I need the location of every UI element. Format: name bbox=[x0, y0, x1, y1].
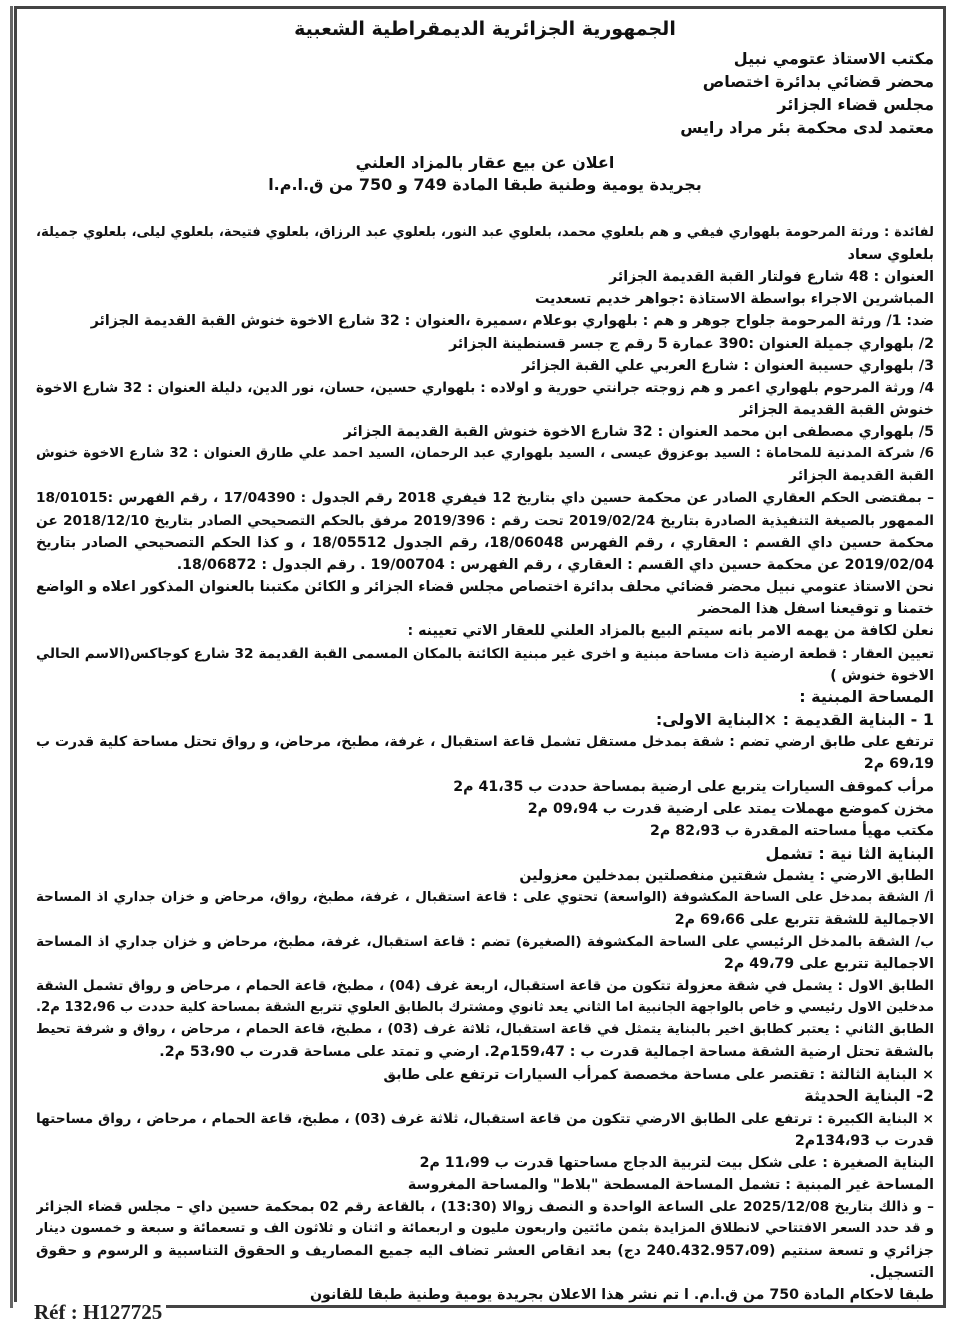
body-line: 3/ بلهواري حسيبة العنوان : شارع العربي علي القبة الجزائر bbox=[521, 358, 934, 374]
body-line: المساحة غير المبنية : تشمل المساحة المسطحة "بلاط" والمساحة المغروسة bbox=[407, 1177, 934, 1193]
body-line: طبقا لاحكام المادة 750 من ق.ا.م. ا تم نشر هذا الاعلان بجريدة يومية وطنية طبقا للقانون bbox=[309, 1287, 934, 1303]
body-line: خنوش القبة القديمة الجزائر bbox=[739, 402, 934, 418]
section-heading: المساحة المبنية : bbox=[799, 687, 934, 706]
republic-title: الجمهورية الجزائرية الديمقراطية الشعبية bbox=[294, 18, 676, 40]
body-line: 2/ بلهواري جميلة العنوان :390 عمارة 5 رقم ج جسر قسنطينة الجزائر bbox=[449, 336, 934, 352]
office-line: محضر قضائي بدائرة اختصاص bbox=[702, 72, 934, 91]
body-line: التسجيل. bbox=[869, 1265, 934, 1281]
body-line: ترتفع على طابق ارضي تضم : شقة بمدخل مستقل تشمل قاعة استقبال ، غرفة، مطبخ، مرحاض، و رواق تحتل مساحة كلية قدرت ب bbox=[36, 734, 934, 750]
body-line: بالشقة تحتل ارضية الشقة مساحة اجمالية قدرت ب : 159،47م2. ارضي و تمتد على مساحة قدرت ب 53،90 م2. bbox=[159, 1044, 934, 1060]
body-line: مرأب كموقف السيارات يتربع على ارضية بمساحة حددت ب 41،35 م2 bbox=[453, 779, 934, 795]
announcement-subtitle: بجريدة يومية وطنية طبقا المادة 749 و 750 من ق.ا.م.ا bbox=[268, 175, 702, 194]
body-line: بلعلوي سعاد bbox=[847, 247, 934, 263]
announcement-title: اعلان عن بيع عقار بالمزاد العلني bbox=[355, 153, 615, 172]
body-line: نحن الاستاذ عتومي نبيل محضر قضائي محلف بدائرة اختصاص مجلس قضاء الجزائر و الكائن مكتبنا بالعنوان المذكور اعلاه و الواضع bbox=[36, 579, 934, 595]
body-line: – بمقتضى الحكم العقاري الصادر عن محكمة حسين داي بتاريخ 12 فيفري 2018 رقم الجدول : 17/04390 ، رقم الفهرس :18/01015 bbox=[36, 490, 934, 506]
body-line: مدخلين الاول رئيسي و خاص بالواجهة الجانبية اما الثاني يعد ثانوي ومشترك بالطابق العلوي تتربع الشقة بمساحة كلية حددت ب 132،96 م2. bbox=[36, 1000, 934, 1015]
body-line: ضد: 1/ ورثة المرحومة جلواح جوهر و هم : بلهواري بوعلام ،سميرة ،العنوان : 32 شارع الاخوة خنوش القبة القديمة الجزائر bbox=[90, 313, 934, 329]
body-line: 69،19 م2 bbox=[863, 756, 934, 772]
body-line: 4/ ورثة المرحوم بلهواري اعمر و هم زوجته جرانتي حورية و اولاده : بلهواري حسين، حسان، نور الدين، دليلة العنوان : 32 شارع الاخوة bbox=[36, 380, 934, 396]
body-line: مكتب مهيأ مساحته المقدرة ب 82،93 م2 bbox=[650, 823, 934, 839]
office-line: معتمد لدى محكمة بئر مراد رايس bbox=[680, 118, 934, 137]
body-line: الممهور بالصيغة التنفيذية الصادرة بتاريخ 2019/02/24 تحت رقم : 2019/396 مرفق بالحكم التصحيحي الصادر بتاريخ 2018/12/10 عن bbox=[36, 513, 934, 529]
body-line: أ/ الشقة بمدخل على الساحة المكشوفة (الواسعة) تحتوي على : قاعة استقبال ، غرفة، مطبخ، رواق، مرحاض و خزان جداري اذ المساحة bbox=[36, 890, 934, 905]
body-line: الاخوة خنوش ) bbox=[830, 668, 934, 684]
body-line: تعيين العقار : قطعة ارضية ذات مساحة مبنية و اخرى غير مبنية الكائنة بالمكان المسمى القبة القديمة 32 شارع كوجاكس(الاسم الحالي bbox=[36, 646, 934, 662]
body-line: الاجمالية للشقة تتربع على 69،66 م2 bbox=[674, 912, 934, 928]
body-line: 2019/02/04 عن محكمة حسين داي القسم : العقاري ، رقم الفهرس : 19/00704 . رقم الجدول : 18/06872. bbox=[176, 557, 934, 573]
office-line: مجلس قضاء الجزائر bbox=[777, 95, 934, 114]
office-line: مكتب الاستاذ عتومي نبيل bbox=[733, 49, 934, 68]
body-line: جزائري و تسعة سنتيم (240.432.957،09 دج) بعد انقاص العشر تضاف اليه جميع المصاريف و الحقوق التناسبية و الرسوم و حقوق bbox=[36, 1243, 934, 1259]
body-line: الطابق الثاني : يعتبر كطابق اخير بالبناية يتمثل في قاعة استقبال، ثلاثة غرف (03) ، مطبخ، قاعة الحمام ، مرحاض ، رواق و شرفة تحيط bbox=[36, 1022, 934, 1037]
body-line: مخزن كموضع مهملات يمتد على ارضية قدرت ب 09،94 م2 bbox=[527, 801, 934, 817]
body-line: 6/ شركة المدنية للمحاماة : السيد بوعزوق عيسى ، السيد بلهواري عبد الرحمان، السيد احمد علي طارق العنوان : 32 شارع الاخوة خنوش bbox=[36, 446, 934, 461]
body-line: المباشرين الاجراء بواسطة الاستاذة :جواهر خديم تسعديت bbox=[534, 291, 934, 307]
body-line: × البناية الكبيرة : ترتفع على الطابق الارضي تتكون من قاعة استقبال، ثلاثة غرف (03) ، مطبخ، قاعة الحمام ، مرحاض ، رواق مساحتها bbox=[36, 1111, 934, 1127]
body-line: × البناية الثالثة : تقتصر على مساحة مخصصة كمرأب السيارات ترتفع على طابق bbox=[383, 1067, 934, 1083]
body-line: محكمة حسين داي القسم : العقاري ، رقم الفهرس 18/06048، رقم الجدول 18/05512 ، و كذا الحكم التصحيحي الصادر بتاريخ bbox=[36, 535, 934, 551]
section-heading: 2- البناية الحديثة bbox=[804, 1086, 934, 1105]
body-line: لفائدة : ورثة المرحومة بلهواري فيفي و هم بلعلوي محمد، بلعلوي عبد النور، بلعلوي عبد الرزاق، بلعلوي فتيحة، بلعلوي ليلى، بلعلوي جميلة، bbox=[36, 225, 934, 240]
reference-number: Réf : H127725 bbox=[34, 1299, 163, 1324]
body-line: البناية الصغيرة : على شكل بيت لتربية الدجاج مساحتها قدرت ب 11،99 م2 bbox=[419, 1155, 934, 1171]
body-line: العنوان : 48 شارع فولتار القبة القديمة الجزائر bbox=[609, 269, 934, 285]
body-line: القبة القديمة الجزائر bbox=[789, 468, 934, 484]
body-line: الاجمالية تتربع على 49،79 م2 bbox=[724, 956, 934, 972]
body-line: الطابق الاول : يشمل في شقة معزولة تتكون من قاعة استقبال، اربعة غرف (04) ، مطبخ، قاعة الحمام ، مرحاض و رواق تشمل الشقة bbox=[36, 978, 934, 994]
body-line: ختمنا و توقيعنا اسفل هذا المحضر bbox=[698, 601, 934, 617]
reference-label bbox=[30, 1300, 166, 1324]
body-line: و قد حدد السعر الافتتاحي لانطلاق المزايدة بثمن مائتين واربعون مليون و اربعمائة و اثنان و ثلاثون الف و تسعمائة و سبعة و خمسون دينار bbox=[36, 1221, 934, 1236]
section-heading: البناية الثا نية : تشمل bbox=[765, 844, 934, 863]
body-line: ب/ الشقة بالمدخل الرئيسي على الساحة المكشوفة (الصغيرة) تضم : قاعة استقبال، غرفة، مطبخ، مرحاض و خزان جداري اذ المساحة bbox=[36, 934, 934, 950]
body-line: قدرت ب 134،93م2 bbox=[794, 1133, 934, 1149]
body-line: الطابق الارضي : يشمل شقتين منفصلتين بمدخلين معزولين bbox=[519, 868, 934, 884]
body-line: نعلن لكافة من يهمه الامر بانه سيتم البيع بالمزاد العلني للعقار الاتي تعيينه : bbox=[407, 623, 934, 639]
frame-shadow bbox=[10, 6, 13, 1308]
body-line: – و ذالك بتاريخ 2025/12/08 على الساعة الواحدة و النصف زوالا (13:30) ، بالقاعة رقم 02 بمحكمة حسين داي – مجلس قضاء الجزائر bbox=[36, 1199, 934, 1215]
section-heading: 1 - البناية القديمة : ×البناية الاولى: bbox=[655, 710, 934, 729]
body-line: 5/ بلهواري مصطفى ابن محمد العنوان : 32 شارع الاخوة خنوش القبة القديمة الجزائر bbox=[343, 424, 934, 440]
